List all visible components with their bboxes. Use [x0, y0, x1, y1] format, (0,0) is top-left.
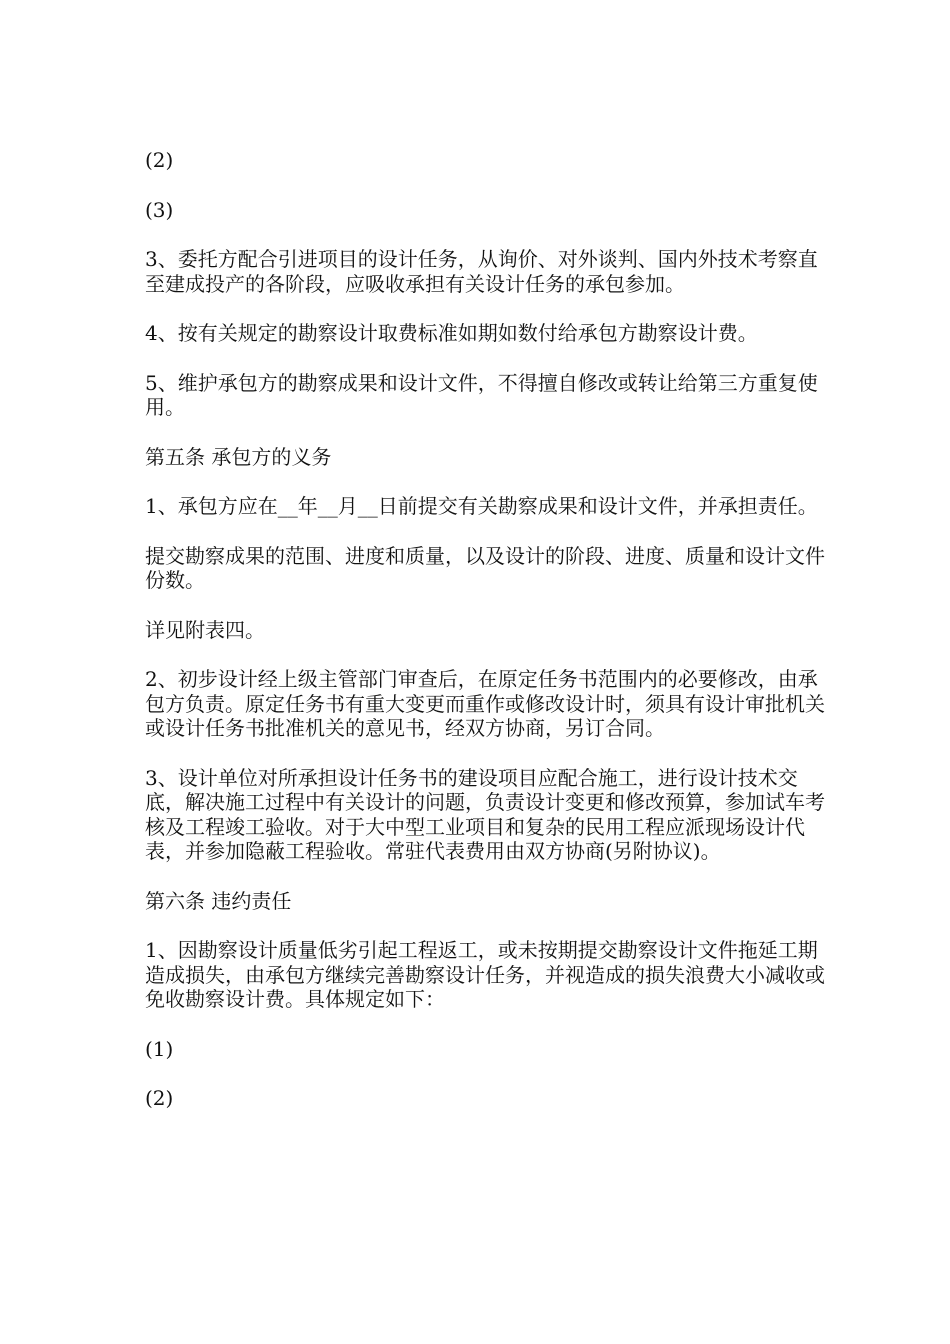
- paragraph-item-2: (2): [145, 148, 174, 172]
- clause-4-5: 5、维护承包方的勘察成果和设计文件，不得擅自修改或转让给第三方重复使用。: [145, 370, 818, 419]
- clause-5-2: 2、初步设计经上级主管部门审查后，在原定任务书范围内的必要修改，由承包方负责。原定任务书有重大变更而重作或修改设计时，须具有设计审批机关或设计任务书批准机关的意见书，经双方协商，另订合同。: [145, 667, 825, 740]
- clause-5-1-reference: 详见附表四。: [145, 617, 265, 642]
- paragraph-item-2-bottom: (2): [145, 1086, 174, 1110]
- paragraph-item-1: (1): [145, 1036, 174, 1061]
- clause-5-1-scope: 提交勘察成果的范围、进度和质量，以及设计的阶段、进度、质量和设计文件份数。: [145, 543, 825, 592]
- clause-4-4: 4、按有关规定的勘察设计取费标准如期如数付给承包方勘察设计费。: [145, 321, 758, 345]
- clause-4-3: 3、委托方配合引进项目的设计任务，从询价、对外谈判、国内外技术考察直至建成投产的各阶段，应吸收承担有关设计任务的承包参加。: [145, 247, 818, 296]
- clause-5-1: 1、承包方应在__年__月__日前提交有关勘察成果和设计文件，并承担责任。: [145, 494, 818, 518]
- document-body: [145, 148, 825, 1136]
- clause-5-3: 3、设计单位对所承担设计任务书的建设项目应配合施工，进行设计技术交底，解决施工过程中有关设计的问题，负责设计变更和修改预算，参加试车考核及工程竣工验收。对于大中型工业项目和复杂的民用工程应派现场设计代表，并参加隐蔽工程验收。常驻代表费用由双方协商(另附协议)。: [145, 765, 825, 863]
- paragraph-item-3: (3): [145, 197, 174, 222]
- article-5-heading: 第五条 承包方的义务: [145, 444, 332, 469]
- article-6-heading: 第六条 违约责任: [145, 888, 292, 913]
- clause-6-1: 1、因勘察设计质量低劣引起工程返工，或未按期提交勘察设计文件拖延工期造成损失，由承包方继续完善勘察设计任务，并视造成的损失浪费大小减收或免收勘察设计费。具体规定如下：: [145, 938, 825, 1011]
